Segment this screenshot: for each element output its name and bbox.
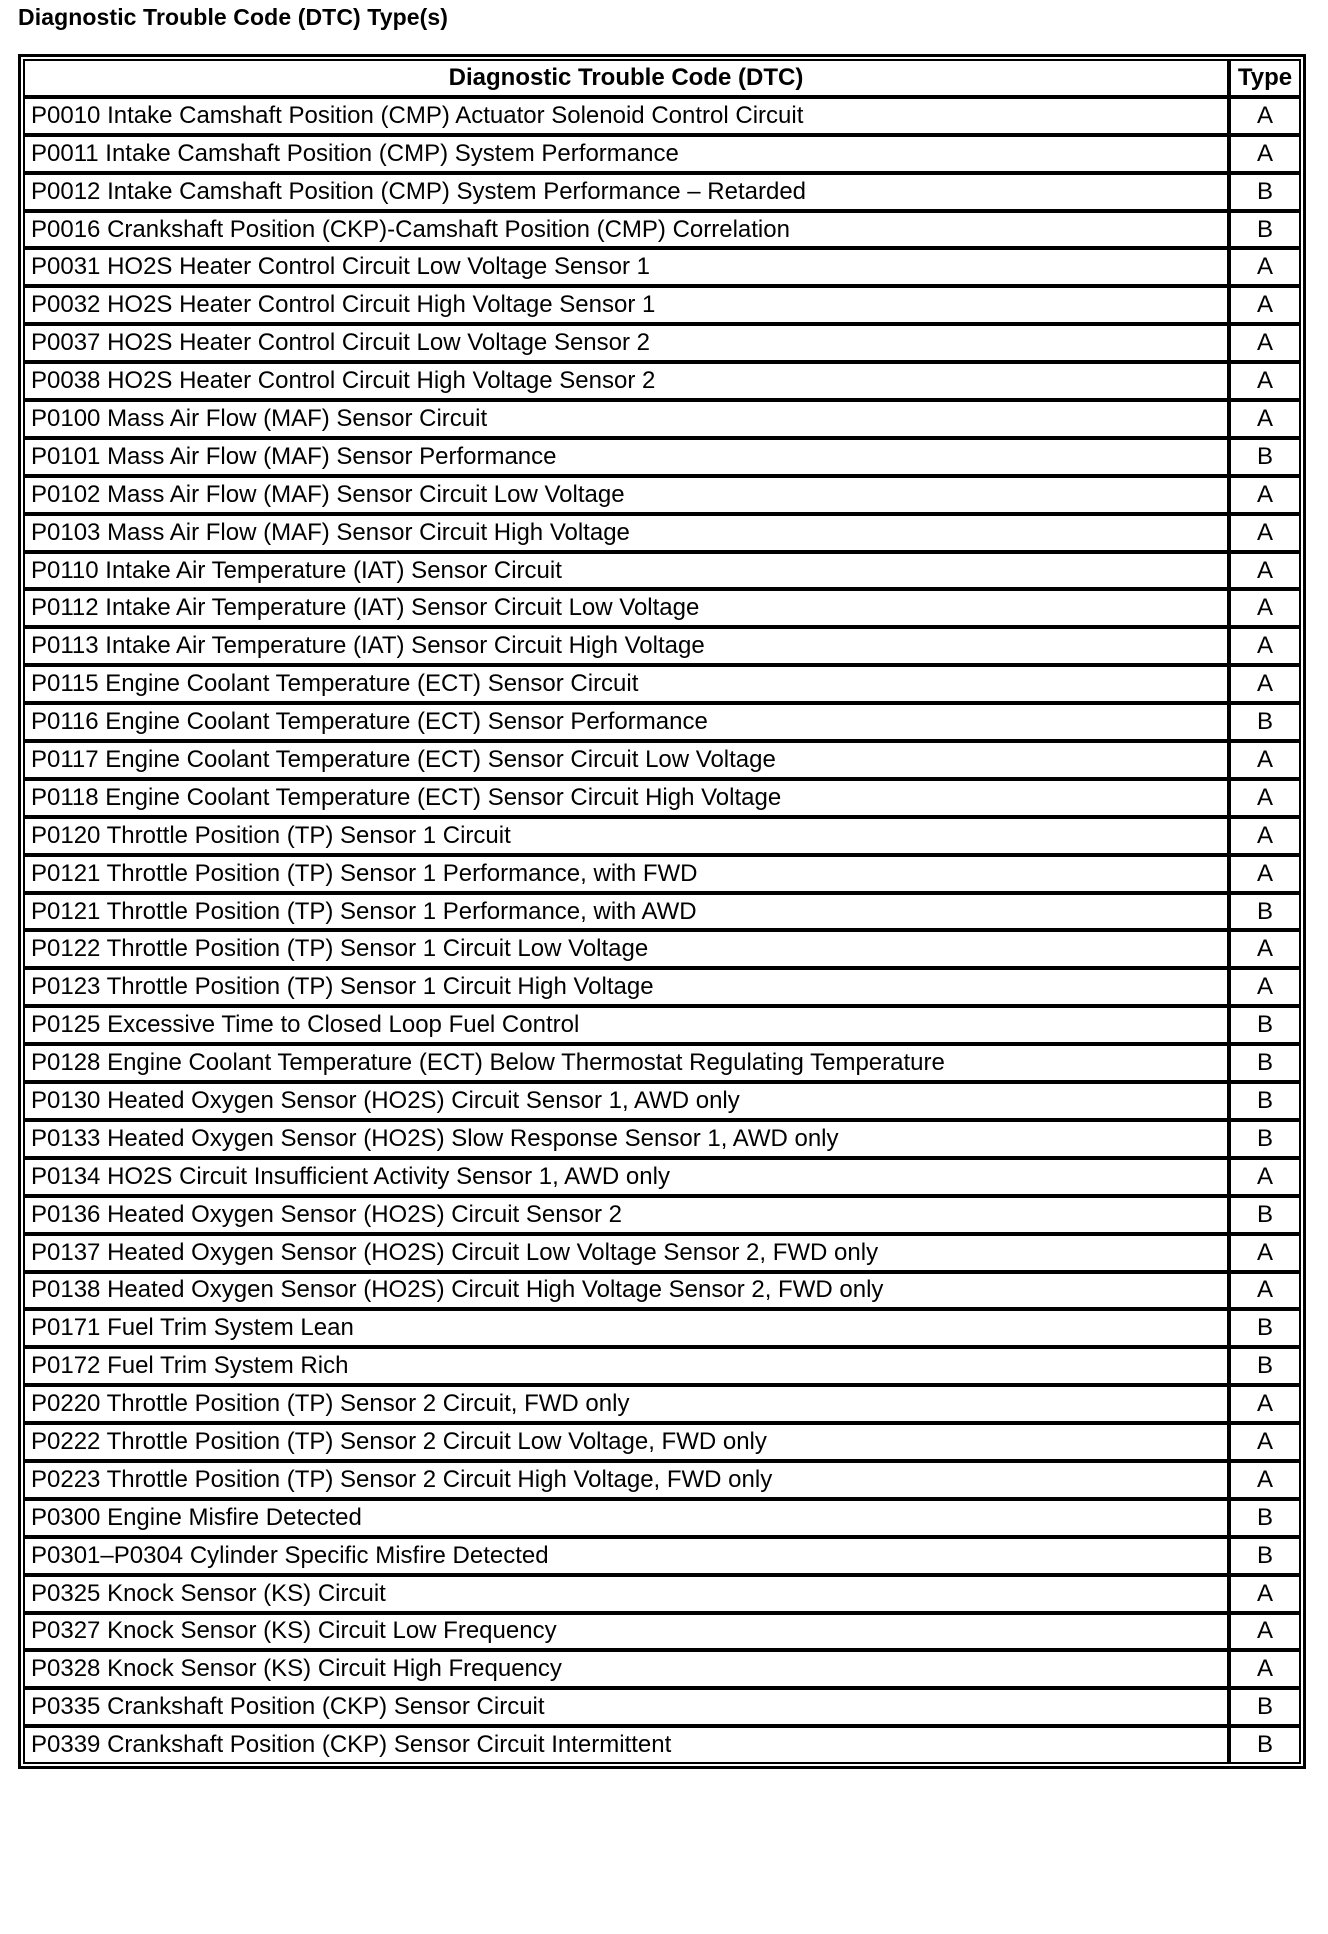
dtc-type-cell: A — [1229, 286, 1301, 324]
table-row — [23, 1537, 1301, 1575]
dtc-type-cell: B — [1229, 703, 1301, 741]
dtc-type-cell: B — [1229, 211, 1301, 249]
dtc-type-cell: A — [1229, 476, 1301, 514]
table-row — [23, 1234, 1301, 1272]
dtc-code-cell: P0171 Fuel Trim System Lean — [23, 1309, 1229, 1347]
dtc-code-cell: P0327 Knock Sensor (KS) Circuit Low Frequency — [23, 1613, 1229, 1651]
dtc-type-cell: A — [1229, 589, 1301, 627]
table-row — [23, 665, 1301, 703]
dtc-type-cell: B — [1229, 1120, 1301, 1158]
dtc-code-cell: P0325 Knock Sensor (KS) Circuit — [23, 1575, 1229, 1613]
table-row — [23, 286, 1301, 324]
dtc-code-cell: P0339 Crankshaft Position (CKP) Sensor Circuit Intermittent — [23, 1726, 1229, 1764]
dtc-code-cell: P0115 Engine Coolant Temperature (ECT) Sensor Circuit — [23, 665, 1229, 703]
dtc-code-cell: P0136 Heated Oxygen Sensor (HO2S) Circuit Sensor 2 — [23, 1196, 1229, 1234]
table-header-row — [23, 59, 1301, 97]
dtc-code-cell: P0137 Heated Oxygen Sensor (HO2S) Circuit Low Voltage Sensor 2, FWD only — [23, 1234, 1229, 1272]
dtc-type-cell: A — [1229, 1385, 1301, 1423]
dtc-type-cell: A — [1229, 779, 1301, 817]
dtc-type-cell: A — [1229, 1650, 1301, 1688]
table-row — [23, 855, 1301, 893]
dtc-code-cell: P0222 Throttle Position (TP) Sensor 2 Circuit Low Voltage, FWD only — [23, 1423, 1229, 1461]
table-row — [23, 476, 1301, 514]
table-row — [23, 1196, 1301, 1234]
table-row — [23, 779, 1301, 817]
table-row — [23, 1688, 1301, 1726]
dtc-type-cell: A — [1229, 1234, 1301, 1272]
table-row — [23, 741, 1301, 779]
dtc-type-cell: A — [1229, 741, 1301, 779]
dtc-type-cell: B — [1229, 173, 1301, 211]
dtc-code-cell: P0112 Intake Air Temperature (IAT) Sensor Circuit Low Voltage — [23, 589, 1229, 627]
dtc-code-cell: P0121 Throttle Position (TP) Sensor 1 Performance, with FWD — [23, 855, 1229, 893]
dtc-type-cell: B — [1229, 1309, 1301, 1347]
dtc-code-cell: P0103 Mass Air Flow (MAF) Sensor Circuit High Voltage — [23, 514, 1229, 552]
dtc-code-cell: P0010 Intake Camshaft Position (CMP) Actuator Solenoid Control Circuit — [23, 97, 1229, 135]
dtc-type-cell: A — [1229, 97, 1301, 135]
table-row — [23, 1120, 1301, 1158]
dtc-type-cell: A — [1229, 817, 1301, 855]
dtc-code-cell: P0123 Throttle Position (TP) Sensor 1 Circuit High Voltage — [23, 968, 1229, 1006]
table-row — [23, 1575, 1301, 1613]
table-row — [23, 1158, 1301, 1196]
dtc-type-cell: B — [1229, 893, 1301, 931]
table-row — [23, 1309, 1301, 1347]
table-row — [23, 1650, 1301, 1688]
dtc-code-cell: P0102 Mass Air Flow (MAF) Sensor Circuit Low Voltage — [23, 476, 1229, 514]
dtc-type-cell: B — [1229, 1726, 1301, 1764]
dtc-type-cell: A — [1229, 400, 1301, 438]
dtc-code-cell: P0038 HO2S Heater Control Circuit High Voltage Sensor 2 — [23, 362, 1229, 400]
table-row — [23, 1347, 1301, 1385]
table-row — [23, 135, 1301, 173]
table-row — [23, 703, 1301, 741]
table-row — [23, 893, 1301, 931]
dtc-code-cell: P0220 Throttle Position (TP) Sensor 2 Circuit, FWD only — [23, 1385, 1229, 1423]
dtc-code-cell: P0101 Mass Air Flow (MAF) Sensor Performance — [23, 438, 1229, 476]
table-row — [23, 1272, 1301, 1310]
dtc-code-cell: P0113 Intake Air Temperature (IAT) Sensor Circuit High Voltage — [23, 627, 1229, 665]
table-row — [23, 589, 1301, 627]
table-row — [23, 968, 1301, 1006]
dtc-type-cell: A — [1229, 1613, 1301, 1651]
dtc-code-cell: P0300 Engine Misfire Detected — [23, 1499, 1229, 1537]
dtc-type-cell: A — [1229, 552, 1301, 590]
dtc-code-cell: P0117 Engine Coolant Temperature (ECT) Sensor Circuit Low Voltage — [23, 741, 1229, 779]
dtc-code-cell: P0223 Throttle Position (TP) Sensor 2 Circuit High Voltage, FWD only — [23, 1461, 1229, 1499]
table-row — [23, 97, 1301, 135]
dtc-code-cell: P0011 Intake Camshaft Position (CMP) System Performance — [23, 135, 1229, 173]
dtc-code-cell: P0037 HO2S Heater Control Circuit Low Voltage Sensor 2 — [23, 324, 1229, 362]
page-title: Diagnostic Trouble Code (DTC) Type(s) — [18, 4, 449, 30]
dtc-code-cell: P0138 Heated Oxygen Sensor (HO2S) Circuit High Voltage Sensor 2, FWD only — [23, 1272, 1229, 1310]
dtc-type-cell: A — [1229, 930, 1301, 968]
dtc-code-cell: P0012 Intake Camshaft Position (CMP) System Performance – Retarded — [23, 173, 1229, 211]
table-row — [23, 248, 1301, 286]
dtc-code-cell: P0121 Throttle Position (TP) Sensor 1 Performance, with AWD — [23, 893, 1229, 931]
table-row — [23, 324, 1301, 362]
table-row — [23, 930, 1301, 968]
dtc-code-cell: P0328 Knock Sensor (KS) Circuit High Frequency — [23, 1650, 1229, 1688]
dtc-code-cell: P0120 Throttle Position (TP) Sensor 1 Circuit — [23, 817, 1229, 855]
table-row — [23, 211, 1301, 249]
dtc-type-cell: B — [1229, 1688, 1301, 1726]
dtc-type-cell: A — [1229, 1158, 1301, 1196]
table-row — [23, 817, 1301, 855]
table-row — [23, 1613, 1301, 1651]
dtc-type-cell: A — [1229, 248, 1301, 286]
dtc-code-cell: P0116 Engine Coolant Temperature (ECT) Sensor Performance — [23, 703, 1229, 741]
dtc-table — [23, 59, 1301, 1764]
dtc-type-cell: A — [1229, 855, 1301, 893]
table-row — [23, 514, 1301, 552]
dtc-type-cell: A — [1229, 362, 1301, 400]
table-row — [23, 1385, 1301, 1423]
dtc-type-cell: B — [1229, 1044, 1301, 1082]
table-row — [23, 1726, 1301, 1764]
dtc-type-cell: A — [1229, 324, 1301, 362]
dtc-code-cell: P0130 Heated Oxygen Sensor (HO2S) Circuit Sensor 1, AWD only — [23, 1082, 1229, 1120]
dtc-code-cell: P0335 Crankshaft Position (CKP) Sensor Circuit — [23, 1688, 1229, 1726]
dtc-type-cell: A — [1229, 627, 1301, 665]
dtc-type-cell: B — [1229, 1537, 1301, 1575]
dtc-code-cell: P0032 HO2S Heater Control Circuit High Voltage Sensor 1 — [23, 286, 1229, 324]
dtc-type-cell: A — [1229, 514, 1301, 552]
dtc-code-cell: P0016 Crankshaft Position (CKP)-Camshaft Position (CMP) Correlation — [23, 211, 1229, 249]
table-row — [23, 400, 1301, 438]
dtc-type-cell: B — [1229, 1082, 1301, 1120]
table-row — [23, 173, 1301, 211]
dtc-type-cell: A — [1229, 1575, 1301, 1613]
dtc-type-cell: A — [1229, 1461, 1301, 1499]
column-header-type: Type — [1229, 59, 1301, 97]
table-row — [23, 1499, 1301, 1537]
dtc-type-cell: A — [1229, 135, 1301, 173]
dtc-type-cell: B — [1229, 1006, 1301, 1044]
column-header-code: Diagnostic Trouble Code (DTC) — [23, 59, 1229, 97]
table-row — [23, 362, 1301, 400]
dtc-code-cell: P0118 Engine Coolant Temperature (ECT) Sensor Circuit High Voltage — [23, 779, 1229, 817]
dtc-code-cell: P0031 HO2S Heater Control Circuit Low Voltage Sensor 1 — [23, 248, 1229, 286]
dtc-type-cell: A — [1229, 665, 1301, 703]
dtc-code-cell: P0301–P0304 Cylinder Specific Misfire Detected — [23, 1537, 1229, 1575]
dtc-code-cell: P0128 Engine Coolant Temperature (ECT) Below Thermostat Regulating Temperature — [23, 1044, 1229, 1082]
table-row — [23, 552, 1301, 590]
table-row — [23, 1044, 1301, 1082]
dtc-code-cell: P0122 Throttle Position (TP) Sensor 1 Circuit Low Voltage — [23, 930, 1229, 968]
table-row — [23, 438, 1301, 476]
dtc-code-cell: P0110 Intake Air Temperature (IAT) Sensor Circuit — [23, 552, 1229, 590]
dtc-code-cell: P0133 Heated Oxygen Sensor (HO2S) Slow Response Sensor 1, AWD only — [23, 1120, 1229, 1158]
table-row — [23, 627, 1301, 665]
dtc-type-cell: B — [1229, 1196, 1301, 1234]
table-row — [23, 1006, 1301, 1044]
table-row — [23, 1423, 1301, 1461]
dtc-code-cell: P0172 Fuel Trim System Rich — [23, 1347, 1229, 1385]
table-row — [23, 1082, 1301, 1120]
table-body — [23, 97, 1301, 1764]
dtc-type-cell: A — [1229, 1272, 1301, 1310]
dtc-code-cell: P0125 Excessive Time to Closed Loop Fuel Control — [23, 1006, 1229, 1044]
dtc-table-frame — [18, 54, 1306, 1769]
dtc-type-cell: A — [1229, 1423, 1301, 1461]
dtc-type-cell: B — [1229, 1499, 1301, 1537]
dtc-type-cell: A — [1229, 968, 1301, 1006]
dtc-code-cell: P0100 Mass Air Flow (MAF) Sensor Circuit — [23, 400, 1229, 438]
dtc-type-cell: B — [1229, 1347, 1301, 1385]
dtc-type-cell: B — [1229, 438, 1301, 476]
dtc-code-cell: P0134 HO2S Circuit Insufficient Activity Sensor 1, AWD only — [23, 1158, 1229, 1196]
table-row — [23, 1461, 1301, 1499]
